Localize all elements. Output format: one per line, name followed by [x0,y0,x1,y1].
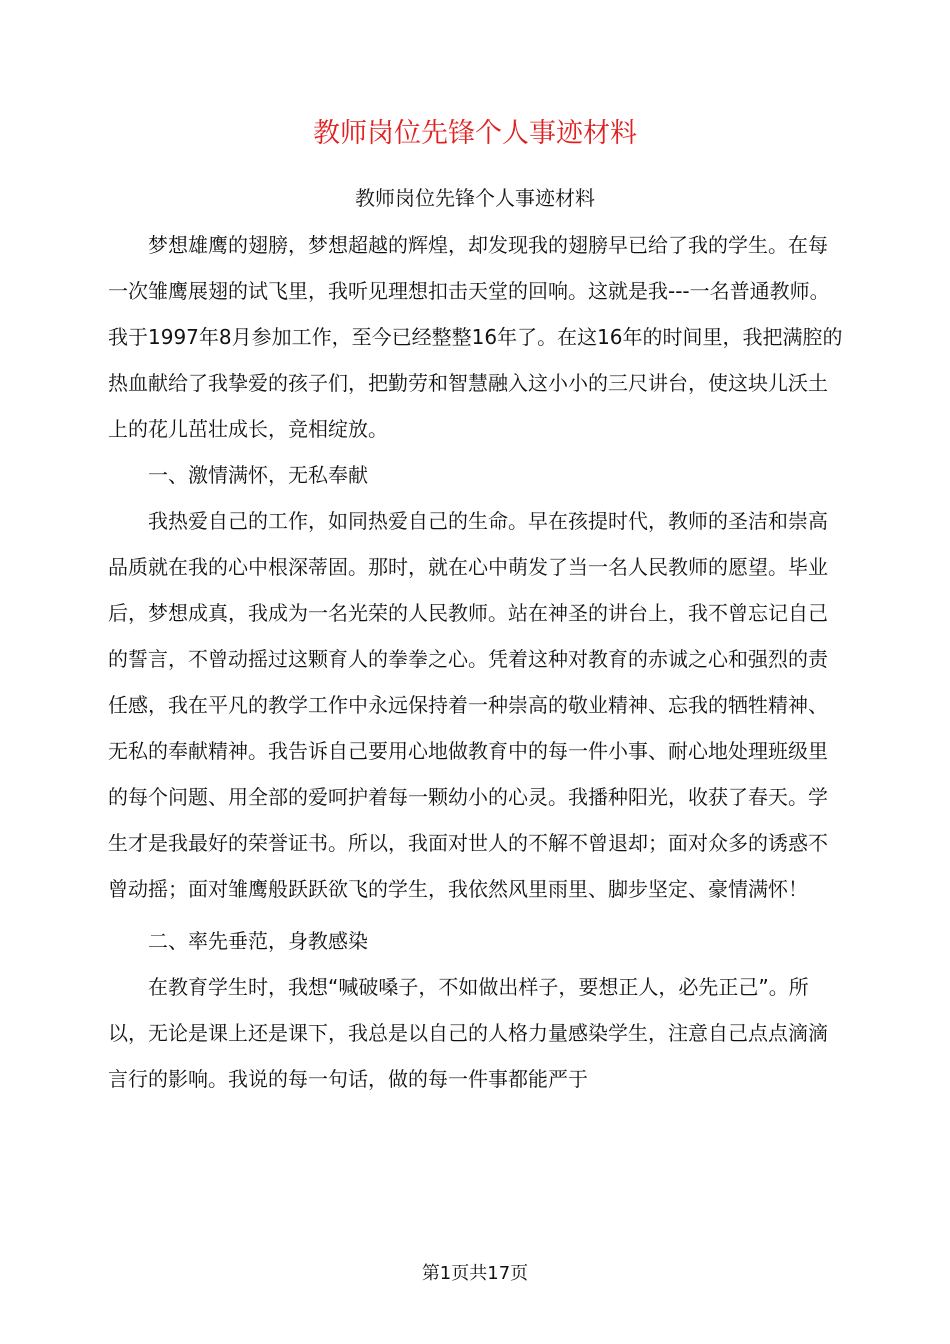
section-heading-1: 一、激情满怀，无私奉献 [148,463,368,487]
document-title: 教师岗位先锋个人事迹材料 [313,118,637,149]
document-subtitle: 教师岗位先锋个人事迹材料 [355,186,595,210]
paragraph-section-1: 我热爱自己的工作，如同热爱自己的生命。早在孩提时代，教师的圣洁和崇高品质就在我的心中根深蒂固。那时，就在心中萌发了当一名人民教师的愿望。毕业后，梦想成真，我成为一名光荣的人民教师。站在神圣的讲台上，我不曾忘记自己的誓言，不曾动摇过这颗育人的拳拳之心。凭着这种对教育的赤诚之心和强烈的责任感，我在平凡的教学工作中永远保持着一种崇高的敬业精神、忘我的牺牲精神、无私的奉献精神。我告诉自己要用心地做教育中的每一件小事、耐心地处理班级里的每个问题、用全部的爱呵护着每一颗幼小的心灵。我播种阳光，收获了春天。学生才是我最好的荣誉证书。所以，我面对世人的不解不曾退却；面对众多的诱惑不曾动摇；面对雏鹰般跃跃欲飞的学生，我依然风里雨里、脚步坚定、豪情满怀！ [108,509,828,901]
document-body [108,222,844,1102]
paragraph-intro: 梦想雄鹰的翅膀，梦想超越的辉煌，却发现我的翅膀早已给了我的学生。在每一次雏鹰展翅的试飞里，我听见理想扣击天堂的回响。这就是我---一名普通教师。我于1997年8月参加工作，至今已经整整16年了。在这16年的时间里，我把满腔的热血献给了我挚爱的孩子们，把勤劳和智慧融入这小小的三尺讲台，使这块儿沃土上的花儿茁壮成长，竞相绽放。 [108,233,843,441]
paragraph-section-2: 在教育学生时，我想“喊破嗓子，不如做出样子，要想正人，必先正己”。所以，无论是课上还是课下，我总是以自己的人格力量感染学生，注意自己点点滴滴言行的影响。我说的每一句话，做的每一件事都能严于 [108,975,828,1091]
section-heading-2: 二、率先垂范，身教感染 [148,929,368,953]
page-number: 第1页共17页 [421,1263,529,1284]
